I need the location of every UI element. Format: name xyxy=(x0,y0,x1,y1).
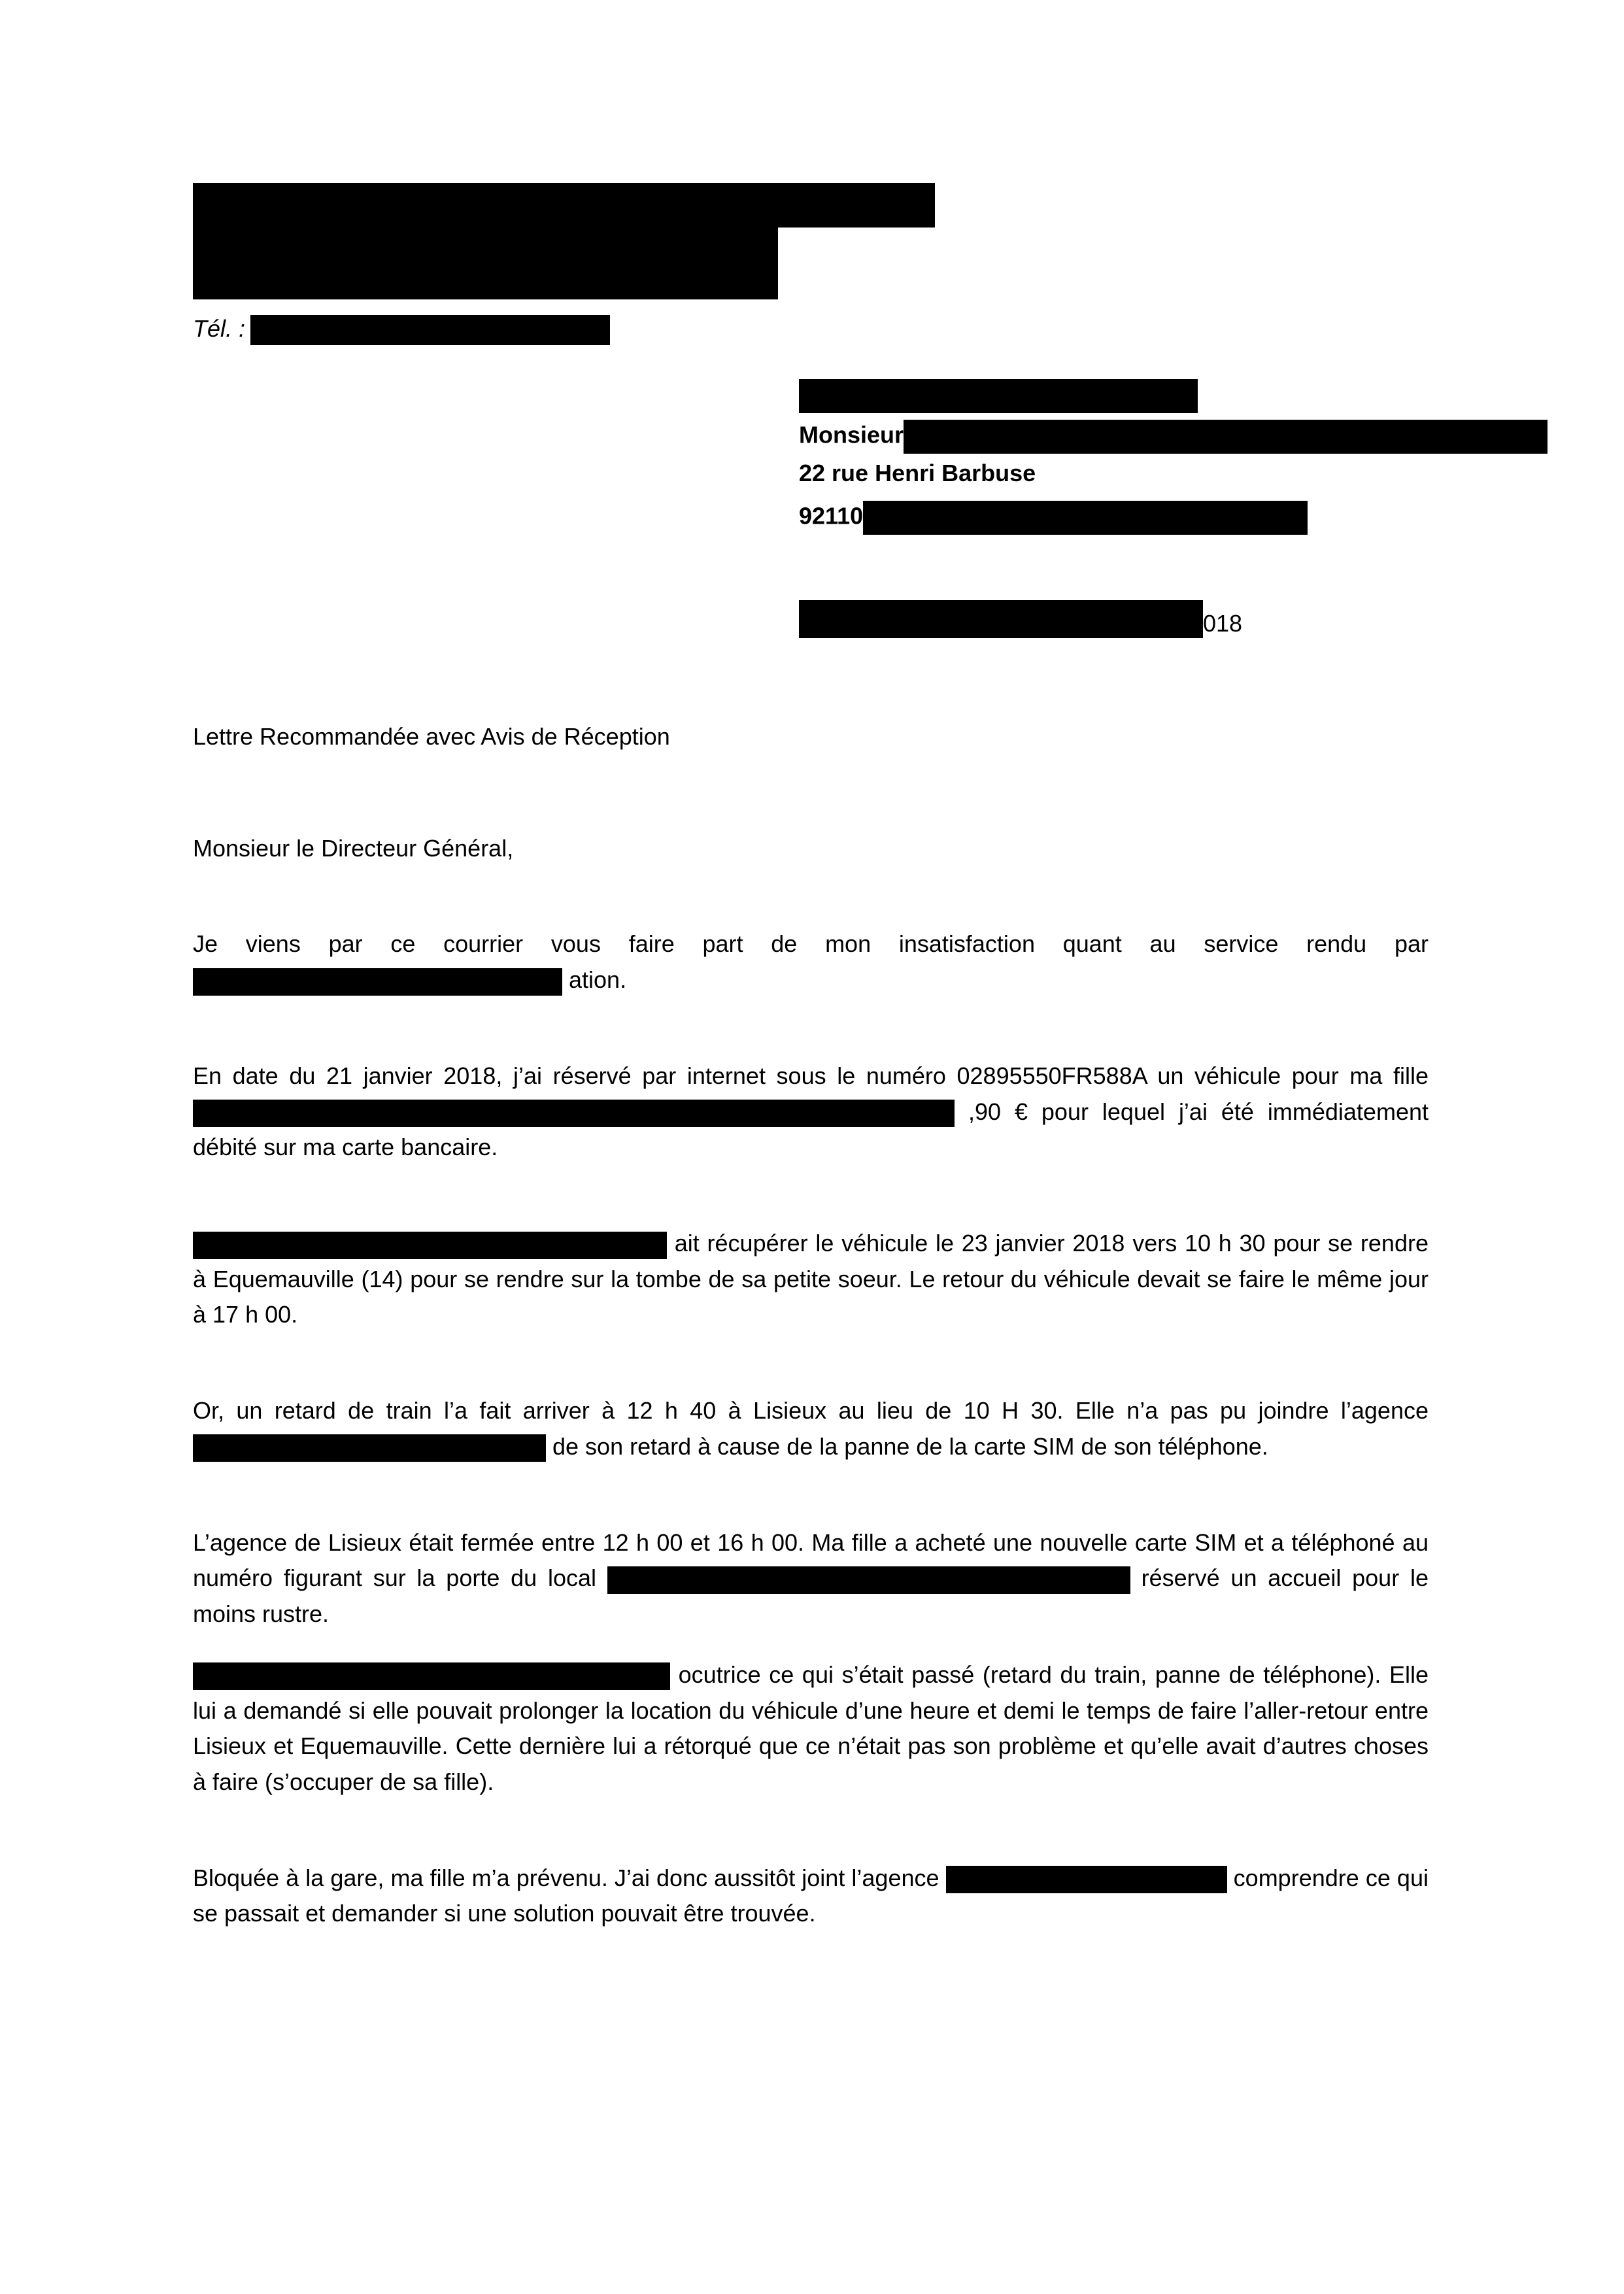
recipient-name-line xyxy=(799,420,1548,454)
paragraph-1-text-a: Je viens par ce courrier vous faire part de mon insatisfaction quant au service rendu par xyxy=(193,930,1429,958)
redaction-bar xyxy=(193,968,562,996)
redaction-bar xyxy=(193,1100,955,1127)
spacer xyxy=(193,1023,1429,1058)
paragraph-4-text-a: Or, un retard de train l’a fait arriver à 12 h 40 à Lisieux au lieu de 10 H 30. Elle n’a pas pu joindre l’agence xyxy=(193,1397,1429,1425)
redaction-bar xyxy=(799,600,1203,638)
paragraph-3-text: ait récupérer le véhicule le 23 janvier 2018 vers 10 h 30 pour se rendre à Equemauville (14) pour se rendre sur la tombe de sa petite soeur. Le retour du véhicule devait se faire le même jour à 17 h 00. xyxy=(193,1230,1429,1328)
recipient-street: 22 rue Henri Barbuse xyxy=(799,460,1036,486)
redaction-bar xyxy=(799,379,1198,413)
paragraph-2-text-b: ,90 € pour lequel j’ai été immédiatement débité sur ma carte bancaire. xyxy=(193,1098,1429,1161)
phone-label: Tél. : xyxy=(193,315,246,342)
paragraph-1-text-b: ation. xyxy=(569,966,627,994)
paragraph-7-text-a: Bloquée à la gare, ma fille m’a prévenu. J’ai donc aussitôt joint l’agence xyxy=(193,1864,939,1891)
redaction-bar xyxy=(193,265,615,299)
redaction-bar xyxy=(607,1566,1130,1594)
paragraph-6-text: ocutrice ce qui s’était passé (retard du train, panne de téléphone). Elle lui a demandé si elle pouvait prolonger la location du véhicule d’une heure et demi le temps de faire l’aller-retour entre Lisieux et Equemauville. Cette dernière lui a rétorqué que ce n’était pas son problème et qu’elle avait d’autres choses à faire (s’occuper de sa fille). xyxy=(193,1661,1429,1795)
greeting: Monsieur le Directeur Général, xyxy=(193,834,514,862)
subject-line: Lettre Recommandée avec Avis de Réception xyxy=(193,723,670,750)
spacer xyxy=(193,1490,1429,1525)
paragraph-1 xyxy=(193,926,1429,998)
paragraph-4-text-b: de son retard à cause de la panne de la carte SIM de son téléphone. xyxy=(552,1432,1268,1460)
paragraph-2 xyxy=(193,1058,1429,1166)
paragraph-5-text-a: L’agence de Lisieux était fermée entre 12 h 00 et 16 h 00. Ma fille a acheté une nouvelle carte SIM et a téléphoné au numéro figurant sur la porte du local xyxy=(193,1528,1429,1592)
sender-phone-line xyxy=(193,315,610,345)
spacer xyxy=(193,780,1429,831)
recipient-city-line xyxy=(799,501,1308,535)
redaction-bar xyxy=(615,228,778,299)
redaction-bar xyxy=(193,1662,670,1690)
spacer xyxy=(193,891,1429,926)
redaction-bar xyxy=(193,1434,546,1462)
paragraph-3 xyxy=(193,1226,1429,1333)
paragraph-7 xyxy=(193,1861,1429,1932)
redaction-bar xyxy=(946,1866,1227,1893)
paragraph-2-text-a: En date du 21 janvier 2018, j’ai réservé par internet sous le numéro 02895550FR588A un véhicule pour ma fille xyxy=(193,1062,1429,1089)
spacer xyxy=(193,1358,1429,1393)
redaction-bar xyxy=(193,228,615,265)
redaction-bar xyxy=(904,420,1548,454)
paragraph-4 xyxy=(193,1393,1429,1464)
date-line xyxy=(799,600,1242,638)
paragraph-5 xyxy=(193,1525,1429,1632)
redaction-bar xyxy=(863,501,1308,535)
recipient-salutation: Monsieur xyxy=(799,421,904,448)
spacer xyxy=(193,1190,1429,1226)
date-suffix: 018 xyxy=(1203,610,1243,637)
spacer xyxy=(193,1825,1429,1861)
redaction-bar xyxy=(193,183,935,228)
recipient-postal-code: 92110 xyxy=(799,502,864,530)
paragraph-7-text-b: comprendre ce qui se passait et demander si une solution pouvait être trouvée. xyxy=(193,1864,1429,1927)
paragraph-6 xyxy=(193,1657,1429,1800)
letter-body xyxy=(193,719,1429,1957)
redaction-bar xyxy=(193,1232,667,1259)
redaction-bar xyxy=(250,315,610,345)
paragraph-5-text-b: réservé un accueil pour le moins rustre. xyxy=(193,1564,1429,1628)
